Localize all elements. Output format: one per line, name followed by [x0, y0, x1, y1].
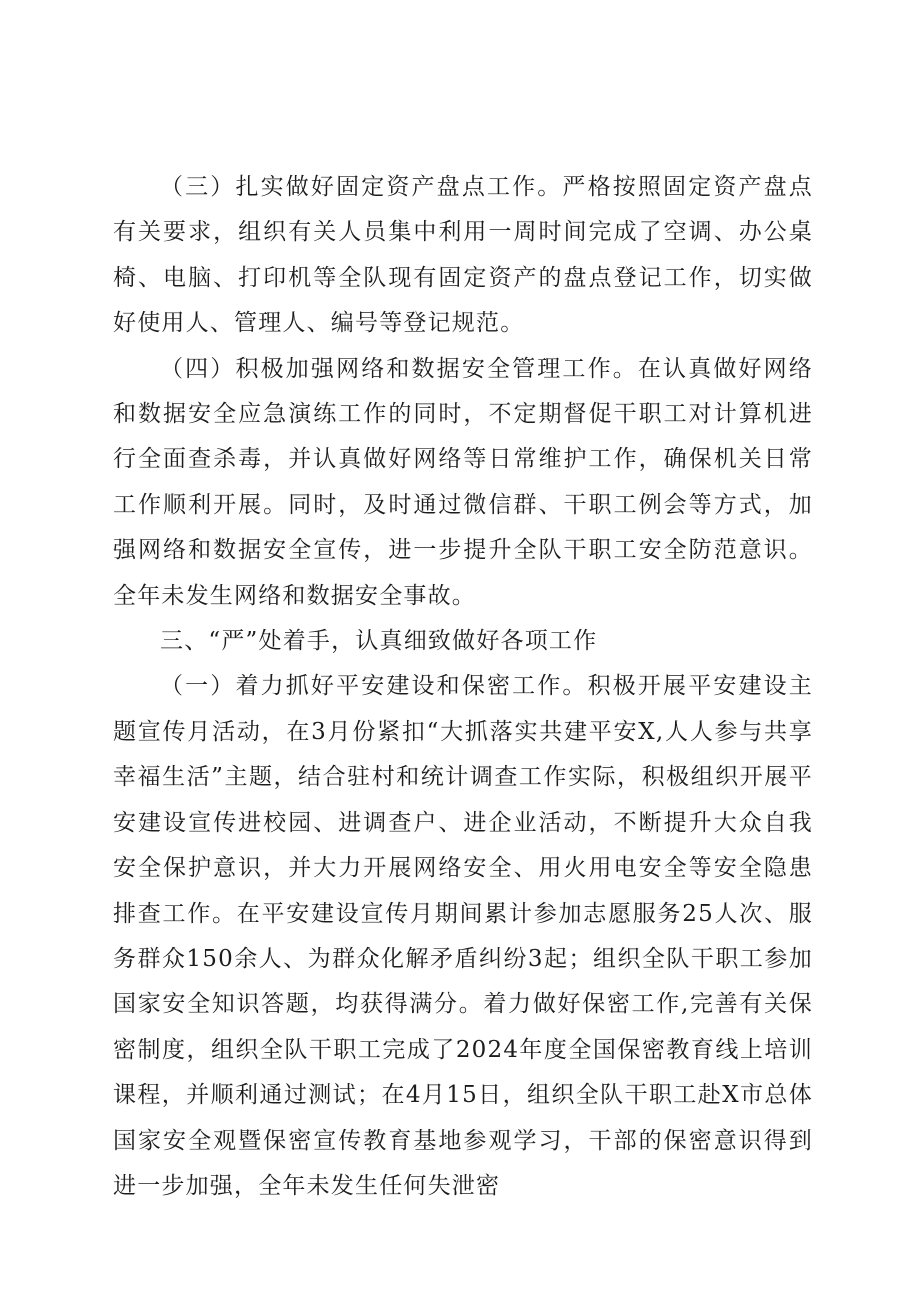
- paragraph-network-data-security: （四）积极加强网络和数据安全管理工作。在认真做好网络和数据安全应急演练工作的同时，不定期督促干职工对计算机进行全面查杀毒，并认真做好网络等日常维护工作，确保机关日常工作顺利开展。同时，及时通过微信群、干职工例会等方式，加强网络和数据安全宣传，进一步提升全队干职工安全防范意识。全年未发生网络和数据安全事故。: [113, 355, 813, 609]
- section-heading-three: 三、“严”处着手，认真细致做好各项工作: [160, 628, 598, 655]
- document-body: [113, 165, 813, 1209]
- paragraph-fixed-asset-inventory: （三）扎实做好固定资产盘点工作。严格按照固定资产盘点有关要求，组织有关人员集中利用一周时间完成了空调、办公桌椅、电脑、打印机等全队现有固定资产的盘点登记工作，切实做好使用人、管理人、编号等登记规范。: [113, 174, 813, 337]
- paragraph-safety-and-confidentiality: （一）着力抓好平安建设和保密工作。积极开展平安建设主题宣传月活动，在3月份紧扣“大抓落实共建平安X,人人参与共享幸福生活”主题，结合驻村和统计调查工作实际，积极组织开展平安建设宣传进校园、进调查户、进企业活动，不断提升大众自我安全保护意识，并大力开展网络安全、用火用电安全等安全隐患排查工作。在平安建设宣传月期间累计参加志愿服务25人次、服务群众150余人、为群众化解矛盾纠纷3起；组织全队干职工参加国家安全知识答题，均获得满分。着力做好保密工作,完善有关保密制度，组织全队干职工完成了2024年度全国保密教育线上培训课程，并顺利通过测试；在4月15日，组织全队干职工赴X市总体国家安全观暨保密宣传教育基地参观学习，干部的保密意识得到进一步加强，全年未发生任何失泄密: [113, 673, 813, 1199]
